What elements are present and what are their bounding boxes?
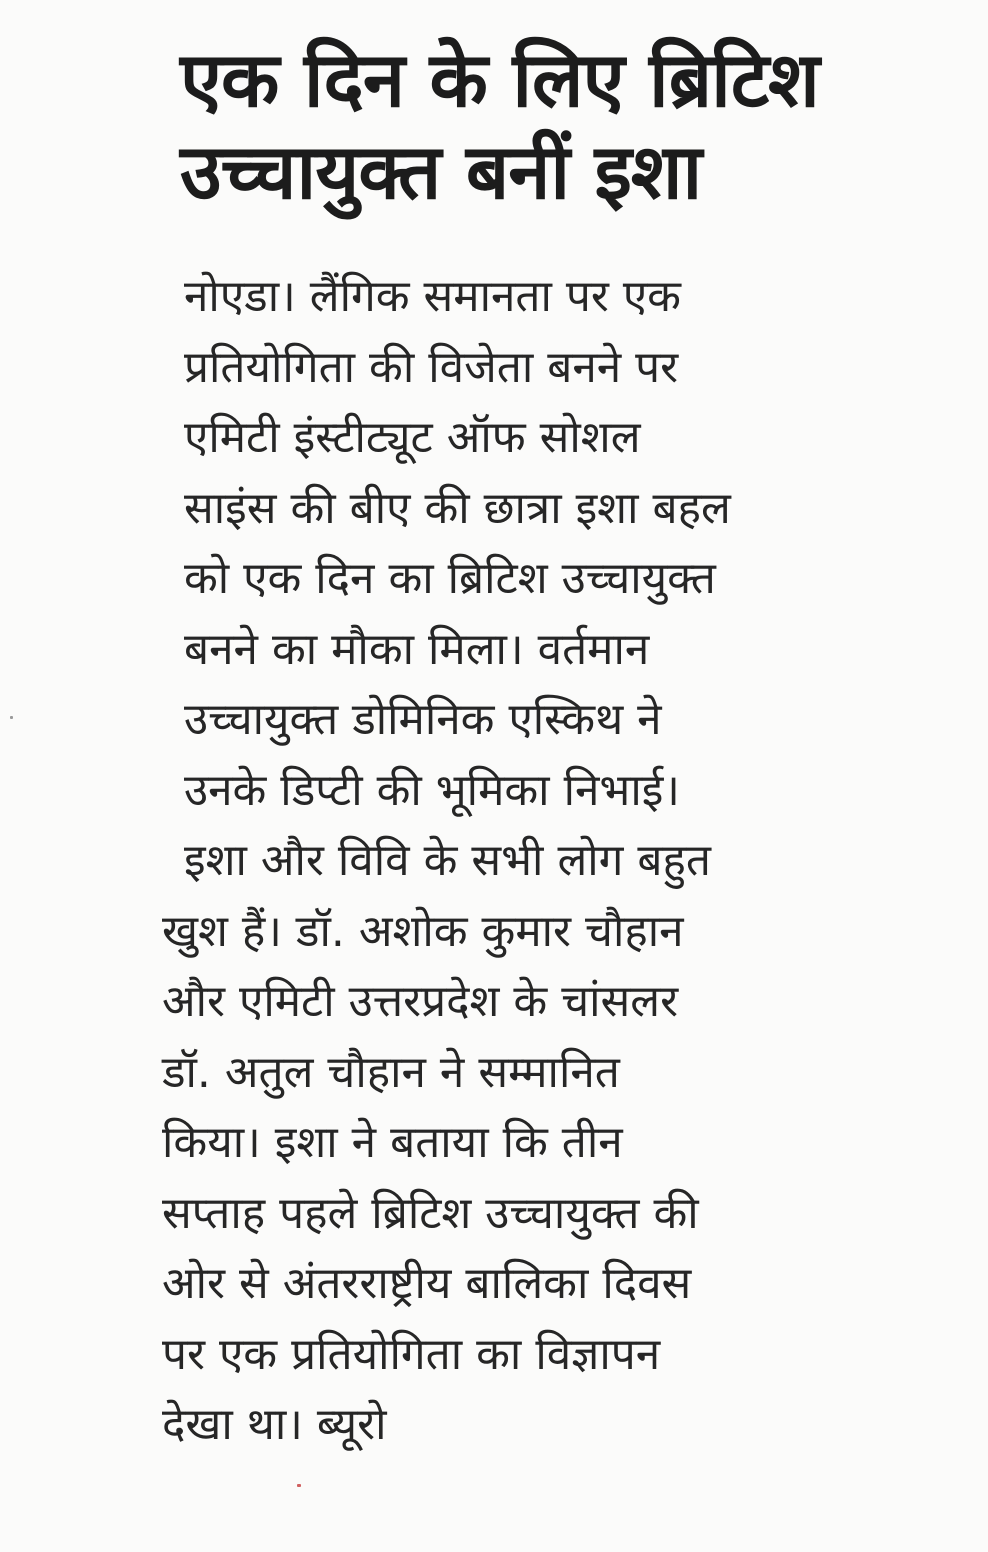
body-line-14: सप्ताह पहले ब्रिटिश उच्चायुक्त की <box>162 1187 699 1239</box>
body-line-2: प्रतियोगिता की विजेता बनने पर <box>184 341 679 393</box>
body-line-8: उनके डिप्टी की भूमिका निभाई। <box>184 764 680 816</box>
body-line-4: साइंस की बीए की छात्रा इशा बहल <box>184 482 731 534</box>
scan-speck-grey <box>10 716 13 719</box>
body-line-17: देखा था। ब्यूरो <box>162 1399 387 1450</box>
body-line-7: उच्चायुक्त डोमिनिक एस्किथ ने <box>184 694 662 745</box>
body-line-15: ओर से अंतरराष्ट्रीय बालिका दिवस <box>162 1258 692 1309</box>
body-line-5: को एक दिन का ब्रिटिश उच्चायुक्त <box>184 553 716 604</box>
headline-line-1: एक दिन के लिए ब्रिटिश <box>180 35 819 124</box>
article-body <box>162 262 902 1461</box>
body-line-6: बनने का मौका मिला। वर्तमान <box>184 623 650 675</box>
body-line-13: किया। इशा ने बताया कि तीन <box>162 1117 623 1168</box>
body-line-16: पर एक प्रतियोगिता का विज्ञापन <box>162 1328 661 1380</box>
scan-speck-red <box>297 1484 301 1487</box>
body-line-11: और एमिटी उत्तरप्रदेश के चांसलर <box>162 976 679 1027</box>
body-line-3: एमिटी इंस्टीट्यूट ऑफ सोशल <box>184 412 641 463</box>
headline-line-2: उच्चायुक्त बनीं इशा <box>180 127 702 216</box>
body-line-10: खुश हैं। डॉ. अशोक कुमार चौहान <box>162 905 684 957</box>
body-line-12: डॉ. अतुल चौहान ने सम्मानित <box>162 1046 620 1098</box>
body-line-1: नोएडा। लैंगिक समानता पर एक <box>184 271 681 322</box>
article-headline <box>180 34 940 218</box>
body-line-9: इशा और विवि के सभी लोग बहुत <box>184 835 711 886</box>
